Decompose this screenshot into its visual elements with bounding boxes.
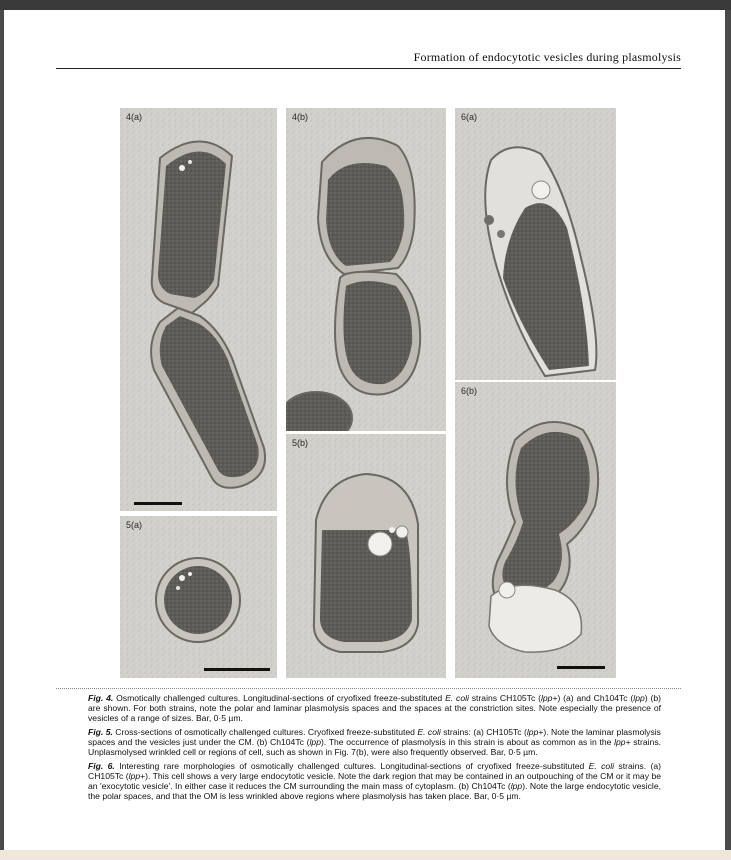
figure-captions: [88, 693, 661, 805]
caption-fig4-text-3: +) (a) and Ch104Tc (: [552, 693, 634, 703]
caption-fig5-text-5: + strains. Unplasmolysed wrinkled cell or regions of cell, such as shown in Fig. 7(b), were also frequently observed. Bar, 0·5 µm.: [88, 737, 662, 757]
caption-fig6-label: Fig. 6.: [88, 761, 115, 771]
caption-fig6-gene-2: lpp: [510, 781, 523, 791]
caption-fig6-text-2: strains. (a) CH105Tc (: [88, 761, 661, 781]
caption-fig4-text-2: strains CH105Tc (: [468, 693, 541, 703]
caption-rule: [56, 688, 681, 689]
caption-fig4-text-1: Osmotically challenged cultures. Longitudinal-sections of cryofixed freeze-substituted: [113, 693, 446, 703]
caption-fig5-text-1: Cross-sections of osmotically challenged cultures. Cryofixed freeze-substituted: [112, 727, 418, 737]
panel-label-5a: 5(a): [126, 520, 143, 530]
caption-fig6-text-4: ). Note the large endocytotic vesicle, the polar spaces, and that the OM is less wrinkled above regions where plasmolysis has taken place. Bar, 0·5 µm.: [88, 781, 661, 801]
caption-fig5-gene-3: lpp: [614, 737, 626, 747]
caption-fig5-text-2: strains: (a) CH105Tc (: [440, 727, 527, 737]
caption-fig6-species: E. coli: [588, 761, 615, 771]
panel-label-4a: 4(a): [126, 112, 143, 122]
caption-fig5: [88, 727, 661, 757]
caption-fig5-text-3: +). Note the laminar plasmolysis spaces and the vesicles just under the CM. (b) Ch104Tc (: [88, 727, 661, 747]
panel-label-5b: 5(b): [292, 438, 309, 448]
window-bottom-bar: [0, 850, 731, 860]
micrograph-6b: [455, 382, 616, 678]
micrograph-5b: [286, 434, 446, 678]
window-top-bar: [0, 0, 731, 10]
micrograph-6a: [455, 108, 616, 380]
caption-fig5-gene-2: lpp: [309, 737, 321, 747]
caption-fig6: [88, 761, 661, 801]
running-head: Formation of endocytotic vesicles during plasmolysis: [413, 50, 681, 64]
micrograph-4b: [286, 108, 446, 431]
caption-fig4-text-4: ) (b) are shown. For both strains, note the polar and laminar plasmolysis spaces and the spaces at the constriction sites. Note especially the presence of vesicles of a range of sizes. Bar, 0·5 µm.: [88, 693, 661, 723]
caption-fig5-label: Fig. 5.: [88, 727, 113, 737]
caption-fig4-species: E. coli: [445, 693, 469, 703]
panel-label-6b: 6(b): [461, 386, 478, 396]
caption-fig4-gene-1: lpp: [540, 693, 553, 703]
caption-fig5-text-4: ). The occurrence of plasmolysis in this strain is about as common as in the: [320, 737, 615, 747]
panel-label-6a: 6(a): [461, 112, 478, 122]
header-rule: [56, 68, 681, 69]
panel-label-4b: 4(b): [292, 112, 309, 122]
caption-fig4: [88, 693, 661, 723]
micrograph-5a: [120, 516, 277, 678]
paper-page: [4, 10, 725, 850]
caption-fig5-gene-1: lpp: [526, 727, 539, 737]
caption-fig4-gene-2: lpp: [633, 693, 645, 703]
caption-fig6-text-1: Interesting rare morphologies of osmotically challenged cultures. Longitudinal-sections of cryofixed freeze-substituted: [114, 761, 589, 771]
caption-fig6-text-3: +). This cell shows a very large endocytotic vesicle. Note the dark region that may be contained in an outpouching of the CM or it may be an 'exocytotic vesicle'. In either case it reduces the CM surrounding the main mass of cytoplasm. (b) Ch104Tc (: [88, 771, 661, 791]
micrograph-4a: [120, 108, 277, 511]
caption-fig4-label: Fig. 4.: [88, 693, 114, 703]
caption-fig6-gene-1: lpp: [128, 771, 141, 781]
caption-fig5-species: E. coli: [417, 727, 441, 737]
